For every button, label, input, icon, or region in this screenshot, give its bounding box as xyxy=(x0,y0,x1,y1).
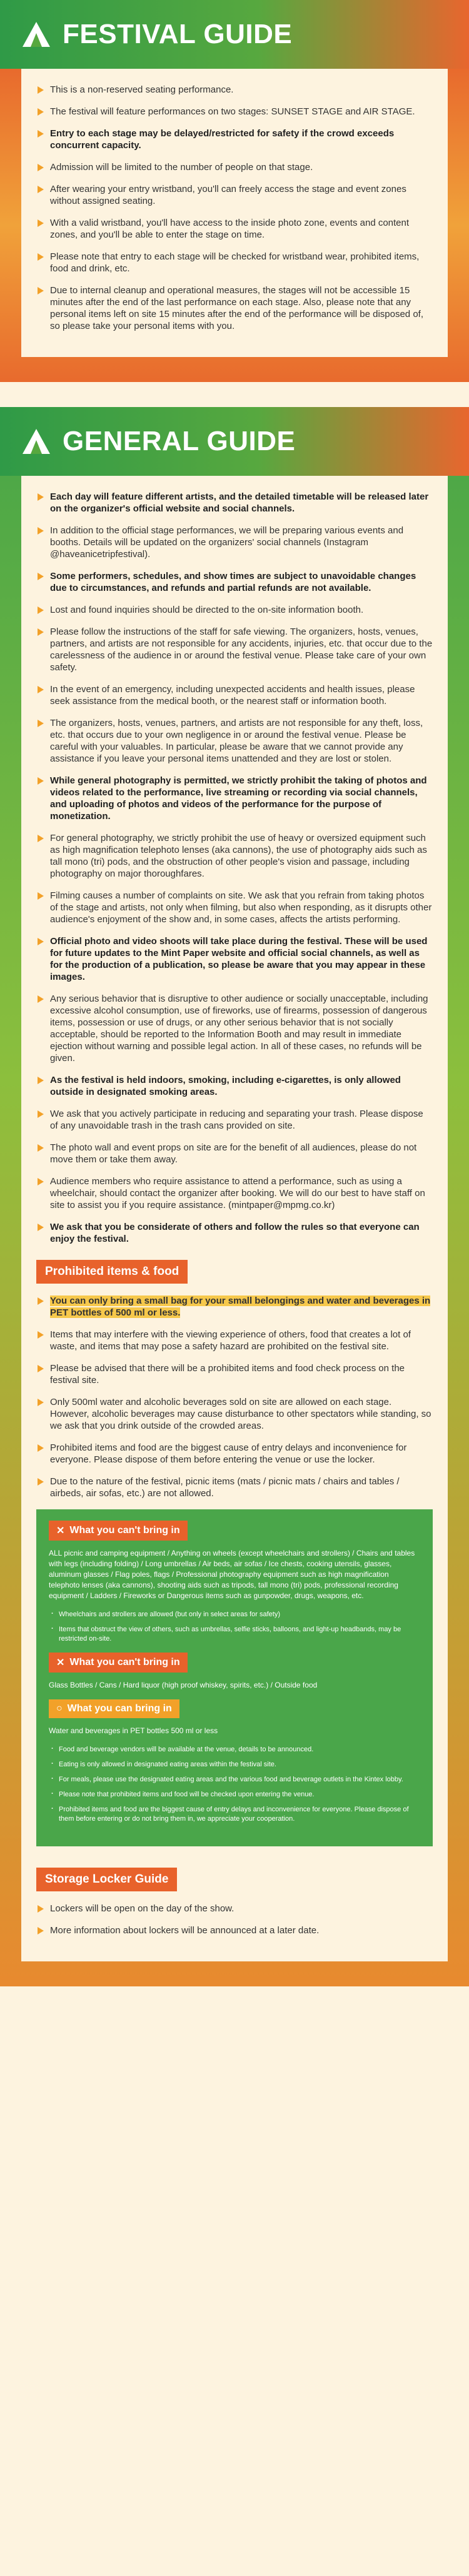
cant-bring-food-tag xyxy=(49,1653,188,1673)
list-item: For general photography, we strictly prohibit the use of heavy or oversized equipment such as high magnification telephoto lenses (aka cannons), the use of photography aids such as tall mono (tri) pods, and the obstruction of other people's vision and passage, including photography on major thoroughfares. xyxy=(36,832,433,880)
general-guide-panel xyxy=(21,476,448,1961)
list-item: · Wheelchairs and strollers are allowed (but only in select areas for safety) xyxy=(49,1610,420,1619)
cant-bring-tag xyxy=(49,1521,188,1541)
list-item: The festival will feature performances on two stages: SUNSET STAGE and AIR STAGE. xyxy=(36,106,433,118)
highlight-text: You can only bring a small bag for your small belongings and water and beverages in PET bottles of 500 ml or less. xyxy=(50,1296,431,1318)
list-item: · Eating is only allowed in designated eating areas within the festival site. xyxy=(49,1760,420,1769)
list-item: Items that may interfere with the viewing experience of others, food that creates a lot of waste, and items that may pose a safety hazard are prohibited on the festival site. xyxy=(36,1329,433,1352)
general-guide-list xyxy=(36,491,433,1245)
list-item: Filming causes a number of complaints on site. We ask that you refrain from taking photos of the stage and artists, not only when filming, but also when responding, as it disrupts other audience's enjoyment of the show and, in some cases, affects the artists performing. xyxy=(36,890,433,925)
list-item: Each day will feature different artists, and the detailed timetable will be released later on the organizer's official website and social channels. xyxy=(36,491,433,515)
list-item: The organizers, hosts, venues, partners, and artists are not responsible for any theft, loss, etc. that occurs due to your own negligence in or around the festival venue. Please be careful with your valuables. In particular, please be aware that we cannot provide any assistance if you leave your personal items unattended and they are lost or stolen. xyxy=(36,717,433,765)
tent-icon xyxy=(21,21,51,48)
list-item: Lockers will be open on the day of the show. xyxy=(36,1903,433,1914)
list-item: We ask that you be considerate of others and follow the rules so that everyone can enjoy the festival. xyxy=(36,1221,433,1245)
locker-list xyxy=(36,1903,433,1936)
list-item: Please note that entry to each stage will be checked for wristband wear, prohibited items, food and drink, etc. xyxy=(36,251,433,274)
list-item: · Food and beverage vendors will be available at the venue, details to be announced. xyxy=(49,1745,420,1754)
list-item: The photo wall and event props on site are for the benefit of all audiences, please do not move them or take them away. xyxy=(36,1142,433,1165)
list-item: · For meals, please use the designated eating areas and the various food and beverage outlets in the Kintex lobby. xyxy=(49,1775,420,1784)
list-item: As the festival is held indoors, smoking, including e-cigarettes, is only allowed outside in designated smoking areas. xyxy=(36,1074,433,1098)
festival-guide-panel xyxy=(21,69,448,357)
festival-guide-header xyxy=(0,0,469,69)
list-item: Due to internal cleanup and operational measures, the stages will not be accessible 15 minutes after the end of the last performance on each stage. Also, please note that any personal items left on site 15 minutes after the end of the performance will be disposed of, so please take your personal items with you. xyxy=(36,284,433,332)
list-item xyxy=(36,1295,433,1319)
list-item: Some performers, schedules, and show times are subject to unavoidable changes due to circumstances, and refunds and partial refunds are not available. xyxy=(36,570,433,594)
list-item: Only 500ml water and alcoholic beverages sold on site are allowed on each stage. However, alcoholic beverages may cause disturbance to other spectators while standing, so we ask that you drink outside of the crowded areas. xyxy=(36,1396,433,1432)
cant-bring-label: What you can't bring in xyxy=(69,1525,180,1536)
list-item: Official photo and video shoots will take place during the festival. These will be used for future updates to the Mint Paper website and official social channels, as well as for the production of a publication, so please be aware that you may appear in these images. xyxy=(36,935,433,983)
tent-icon xyxy=(21,428,51,455)
list-item: Entry to each stage may be delayed/restricted for safety if the crowd exceeds concurrent capacity. xyxy=(36,128,433,151)
can-bring-tag xyxy=(49,1699,179,1718)
festival-guide-title: FESTIVAL GUIDE xyxy=(63,19,293,49)
cant-bring-food-text: Glass Bottles / Cans / Hard liquor (high proof whiskey, spirits, etc.) / Outside food xyxy=(49,1681,318,1689)
list-item: Please follow the instructions of the staff for safe viewing. The organizers, hosts, venues, partners, and artists are not responsible for any accidents, injuries, etc. that occur due to the carelessness of the audience in or around the festival venue. Please take care of your own safety. xyxy=(36,626,433,673)
list-item: Due to the nature of the festival, picnic items (mats / picnic mats / chairs and tables / airbeds, air sofas, etc.) are not allowed. xyxy=(36,1476,433,1499)
list-item: With a valid wristband, you'll have access to the inside photo zone, events and content zones, and you'll be able to enter the stage on time. xyxy=(36,217,433,241)
list-item: While general photography is permitted, we strictly prohibit the taking of photos and videos related to the performance, live streaming or recording via social channels, and uploading of photos and videos of the performance for the purpose of monetization. xyxy=(36,775,433,822)
general-guide-frame xyxy=(0,476,469,1986)
section-gap xyxy=(0,382,469,407)
list-item: Please be advised that there will be a prohibited items and food check process on the festival site. xyxy=(36,1362,433,1386)
prohibited-items-tag: Prohibited items & food xyxy=(36,1260,188,1284)
x-icon: ✕ xyxy=(56,1526,65,1536)
cant-bring-notes xyxy=(49,1610,420,1644)
cant-bring-food-label: What you can't bring in xyxy=(69,1657,180,1668)
circle-icon: ○ xyxy=(56,1703,63,1714)
list-item: · Prohibited items and food are the biggest cause of entry delays and inconvenience for everyone. Please dispose of them before entering or do not bring them in, we appreciate your cooperation. xyxy=(49,1805,420,1824)
list-item: This is a non-reserved seating performance. xyxy=(36,84,433,96)
can-bring-notes xyxy=(49,1745,420,1824)
can-bring-text: Water and beverages in PET bottles 500 ml or less xyxy=(49,1726,218,1735)
list-item: In the event of an emergency, including unexpected accidents and health issues, please seek assistance from the medical booth, or the nearest staff or information booth. xyxy=(36,683,433,707)
list-item: We ask that you actively participate in reducing and separating your trash. Please dispose of any unavoidable trash in the trash cans provided on site. xyxy=(36,1108,433,1132)
general-guide-header xyxy=(0,407,469,476)
list-item: More information about lockers will be announced at a later date. xyxy=(36,1924,433,1936)
bring-in-box xyxy=(36,1509,433,1846)
list-item: After wearing your entry wristband, you'll can freely access the stage and event zones without assigned seating. xyxy=(36,183,433,207)
prohibited-list xyxy=(36,1295,433,1499)
cant-bring-text: ALL picnic and camping equipment / Anything on wheels (except wheelchairs and strollers) / Chairs and tables with legs (including folding) / Long umbrellas / Air beds, air sofas / Ice chests, cooking utensils, glasses, aluminum glasses / Flag poles, flags / Professional photography equipment such as high magnification telephoto lenses (aka cannons), shooting aids such as tripods, tall mono (tri) pods, professional recording equipment / Ladders / Fireworks or Dangerous items such as gunpowder, drugs, weapons, etc. xyxy=(49,1549,415,1600)
general-guide-title: GENERAL GUIDE xyxy=(63,426,296,456)
festival-guide-list xyxy=(36,84,433,332)
festival-guide-frame xyxy=(0,69,469,382)
list-item: Admission will be limited to the number of people on that stage. xyxy=(36,161,433,173)
x-icon: ✕ xyxy=(56,1658,65,1668)
list-item: Audience members who require assistance to attend a performance, such as using a wheelchair, should contact the organizer after booking. We will do our best to have staff on site to assist you if you require assistance. (mintpaper@mpmg.co.kr) xyxy=(36,1175,433,1211)
list-item: In addition to the official stage performances, we will be preparing various events and booths. Details will be updated on the organizers' social channels (Instagram @haveanicetripfestival). xyxy=(36,525,433,560)
list-item: · Please note that prohibited items and food will be checked upon entering the venue. xyxy=(49,1790,420,1799)
list-item: Prohibited items and food are the biggest cause of entry delays and inconvenience for everyone. Please dispose of them before entering the venue or use the locker. xyxy=(36,1442,433,1466)
list-item: Lost and found inquiries should be directed to the on-site information booth. xyxy=(36,604,433,616)
list-item: Any serious behavior that is disruptive to other audience or socially unacceptable, including excessive alcohol consumption, use of fireworks, use of firearms, possession of dangerous items, possession or use of drugs, or any other serious behavior that is not socially acceptable, should be reported to the Information Booth and may result in immediate ejection without warning and possible legal action. In all of these cases, no refunds will be given. xyxy=(36,993,433,1064)
list-item: · Items that obstruct the view of others, such as umbrellas, selfie sticks, balloons, and light-up headbands, may be restricted on-site. xyxy=(49,1625,420,1644)
storage-locker-tag: Storage Locker Guide xyxy=(36,1868,177,1891)
can-bring-label: What you can bring in xyxy=(67,1703,172,1714)
